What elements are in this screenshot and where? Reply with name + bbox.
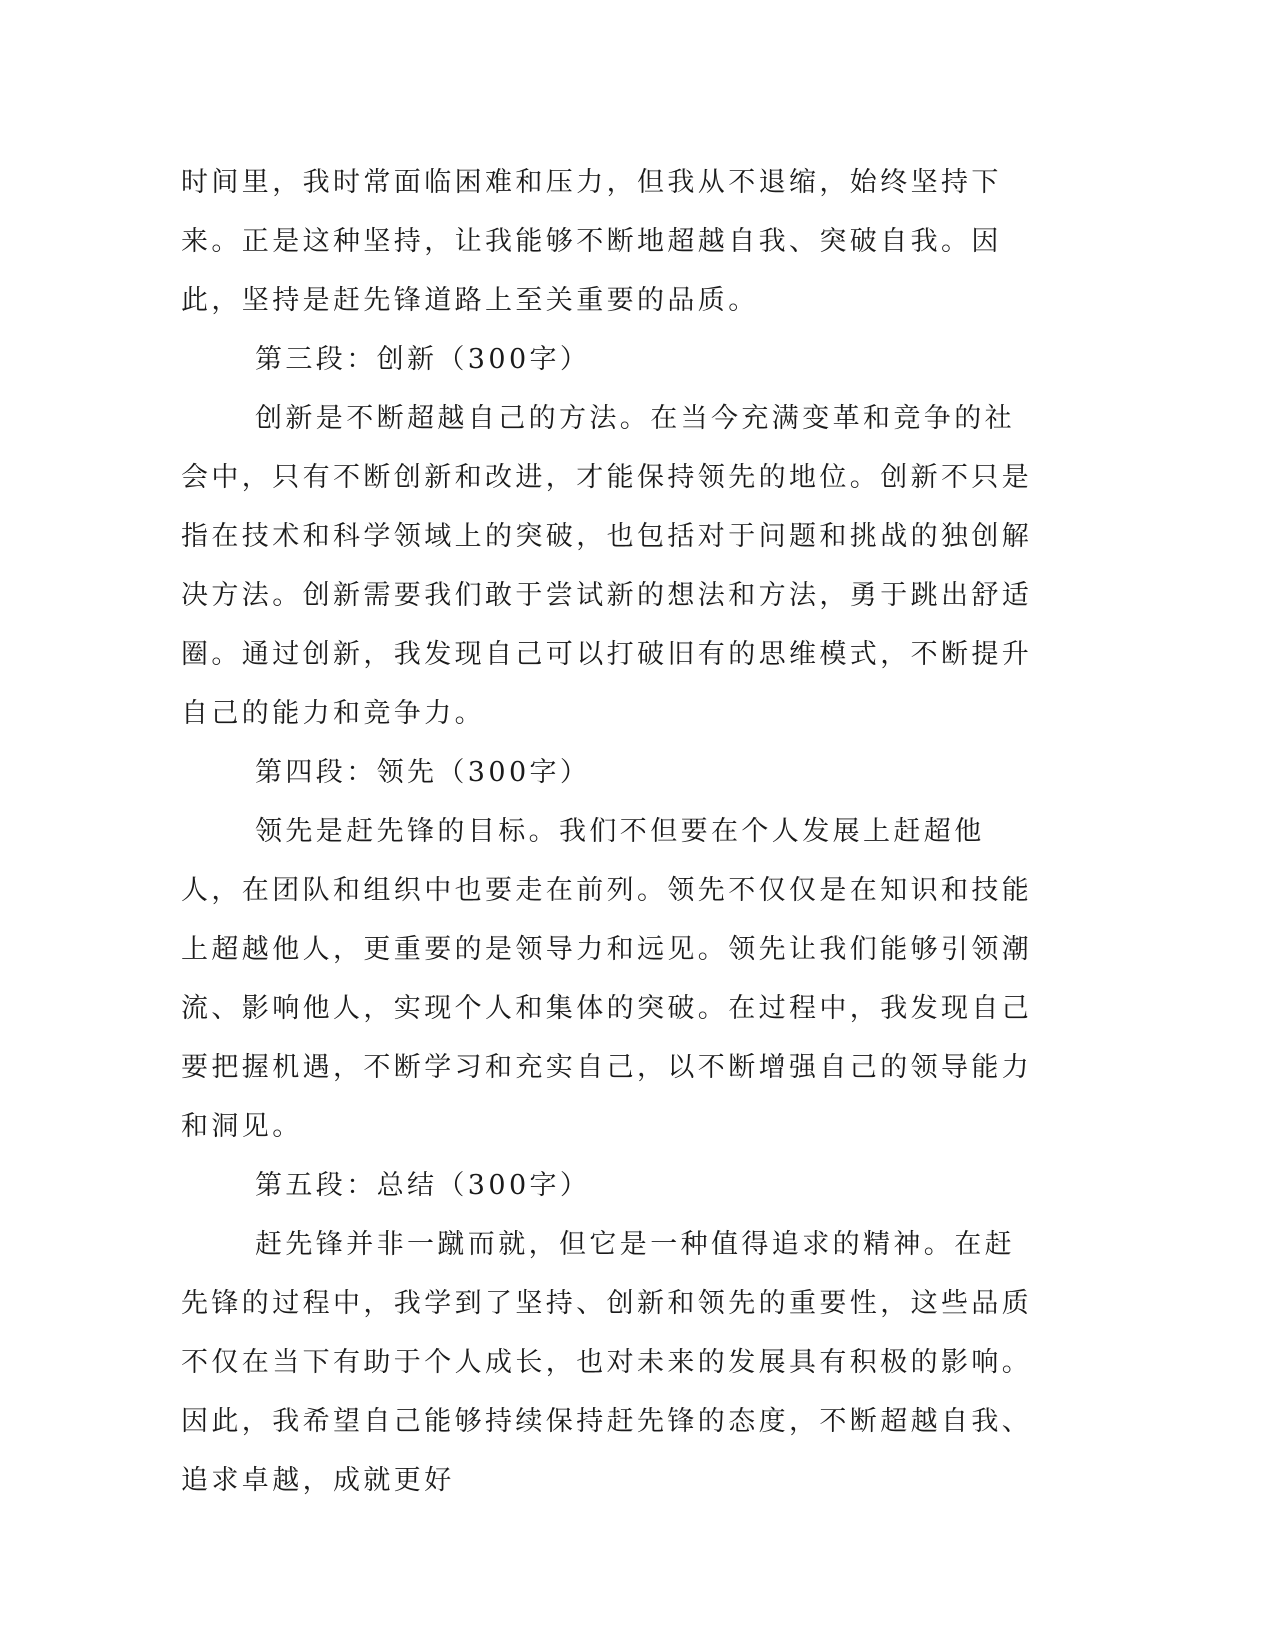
document-body [181, 153, 1041, 1510]
section-heading-summary: 第五段：总结（300字） [255, 1170, 591, 1201]
paragraph-persistence-continued: 时间里，我时常面临困难和压力，但我从不退缩，始终坚持下来。正是这种坚持，让我能够不断地超越自我、突破自我。因此，坚持是赶先锋道路上至关重要的品质。 [181, 167, 1002, 316]
paragraph-innovation: 创新是不断超越自己的方法。在当今充满变革和竞争的社会中，只有不断创新和改进，才能保持领先的地位。创新不只是指在技术和科学领域上的突破，也包括对于问题和挑战的独创解决方法。创新需要我们敢于尝试新的想法和方法，勇于跳出舒适圈。通过创新，我发现自己可以打破旧有的思维模式，不断提升自己的能力和竞争力。 [181, 403, 1033, 729]
section-heading-leading: 第四段：领先（300字） [255, 757, 591, 788]
section-heading-innovation: 第三段：创新（300字） [255, 344, 591, 375]
paragraph-summary: 赶先锋并非一蹴而就，但它是一种值得追求的精神。在赶先锋的过程中，我学到了坚持、创新和领先的重要性，这些品质不仅在当下有助于个人成长，也对未来的发展具有积极的影响。因此，我希望自己能够持续保持赶先锋的态度，不断超越自我、追求卓越，成就更好 [181, 1229, 1033, 1496]
paragraph-leading: 领先是赶先锋的目标。我们不但要在个人发展上赶超他人，在团队和组织中也要走在前列。领先不仅仅是在知识和技能上超越他人，更重要的是领导力和远见。领先让我们能够引领潮流、影响他人，实现个人和集体的突破。在过程中，我发现自己要把握机遇，不断学习和充实自己，以不断增强自己的领导能力和洞见。 [181, 816, 1033, 1142]
